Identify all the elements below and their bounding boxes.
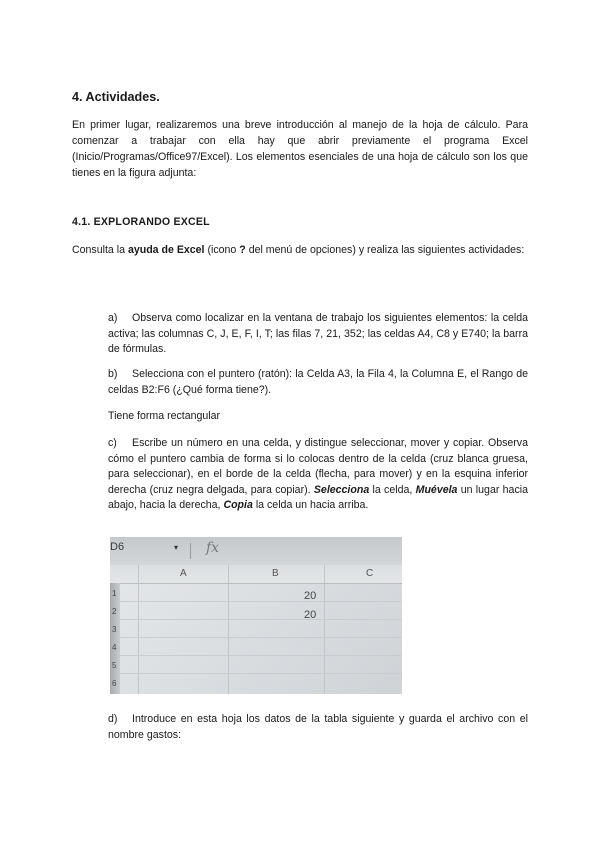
consulta-help-bold: ayuda de Excel xyxy=(127,244,205,256)
name-box: D6 xyxy=(110,541,125,553)
grid-line xyxy=(228,565,229,694)
item-c-muevela: Muévela xyxy=(415,483,458,496)
item-b-label: b) xyxy=(108,368,118,380)
item-a-label: a) xyxy=(108,312,118,324)
row-number: 3 xyxy=(112,625,117,634)
item-c-text3: un lugar hacia abajo, hacia la derecha, xyxy=(108,483,528,512)
cell-value: 20 xyxy=(304,590,317,602)
row-number: 1 xyxy=(112,589,117,598)
column-header-row xyxy=(110,565,402,584)
subsection-title: 4.1. EXPLORANDO EXCEL xyxy=(72,216,210,228)
section-title: 4. Actividades. xyxy=(72,90,160,104)
fx-icon: fx xyxy=(206,540,220,556)
grid-line xyxy=(110,601,402,602)
item-d-text: Introduce en esta hoja los datos de la tabla siguiente y guarda el archivo con el nombre gastos: xyxy=(108,713,528,741)
grid-line xyxy=(324,565,325,694)
column-header-b: B xyxy=(272,568,279,579)
grid-line xyxy=(138,565,139,694)
column-header-a: A xyxy=(180,568,187,579)
item-c-copia: Copia xyxy=(223,499,253,512)
chevron-down-icon: ▾ xyxy=(174,543,179,552)
row-number: 6 xyxy=(112,679,117,688)
item-a-text: Observa como localizar en la ventana de trabajo los siguientes elementos: la celda activa; las columnas C, J, E, F, I, T; las filas 7, 21, 352; las celdas A4, C8 y E740; la barra de fórmulas. xyxy=(108,312,528,356)
intro-paragraph: En primer lugar, realizaremos una breve introducción al manejo de la hoja de cálculo. Para comenzar a trabajar con ella hay que abrir previamente el programa Excel (Inicio/Programas/Office97/Excel). Los elementos esenciales de una hoja de cálculo son los que tienes en la figura adjunta: xyxy=(72,119,528,179)
grid-line xyxy=(110,619,402,620)
item-c-text1: Escribe un número en una celda, y distingue seleccionar, mover y copiar. Observa cómo el puntero cambia de forma si lo colocas dentro de la celda (cruz blanca gruesa, para seleccionar), en el borde de la celda (flecha, para mover) y en la esquina inferior derecha (cruz negra delgada, para copiar). xyxy=(108,437,528,496)
item-d-label: d) xyxy=(108,713,118,725)
grid-line xyxy=(110,637,402,638)
formula-bar xyxy=(110,537,402,565)
consulta-question-bold: ? xyxy=(239,244,246,256)
item-c-text2: la celda, xyxy=(369,483,416,496)
column-header-c: C xyxy=(366,568,374,579)
list-item-b xyxy=(108,367,528,398)
list-item-a xyxy=(108,311,528,358)
consulta-prefix: Consulta la xyxy=(72,244,128,256)
item-c-selecciona: Selecciona xyxy=(313,483,370,496)
consulta-middle: (icono xyxy=(204,244,240,256)
formula-separator xyxy=(190,543,191,559)
item-c-text4: la celda un hacia arriba. xyxy=(252,499,369,512)
item-c-label: c) xyxy=(108,437,117,449)
row-number: 5 xyxy=(112,661,117,670)
row-number: 4 xyxy=(112,643,117,652)
answer-b: Tiene forma rectangular xyxy=(108,410,221,422)
consulta-paragraph xyxy=(72,243,528,259)
list-item-d xyxy=(108,712,528,743)
cell-value: 20 xyxy=(304,609,317,621)
consulta-suffix: del menú de opciones) y realiza las siguientes actividades: xyxy=(245,244,525,256)
grid-line xyxy=(110,673,402,674)
spreadsheet-photo xyxy=(110,537,402,694)
grid-line xyxy=(110,655,402,656)
row-header-column xyxy=(110,583,120,694)
item-b-text: Selecciona con el puntero (ratón): la Celda A3, la Fila 4, la Columna E, el Rango de celdas B2:F6 (¿Qué forma tiene?). xyxy=(108,368,528,396)
row-number: 2 xyxy=(112,607,117,616)
list-item-c xyxy=(108,436,528,514)
